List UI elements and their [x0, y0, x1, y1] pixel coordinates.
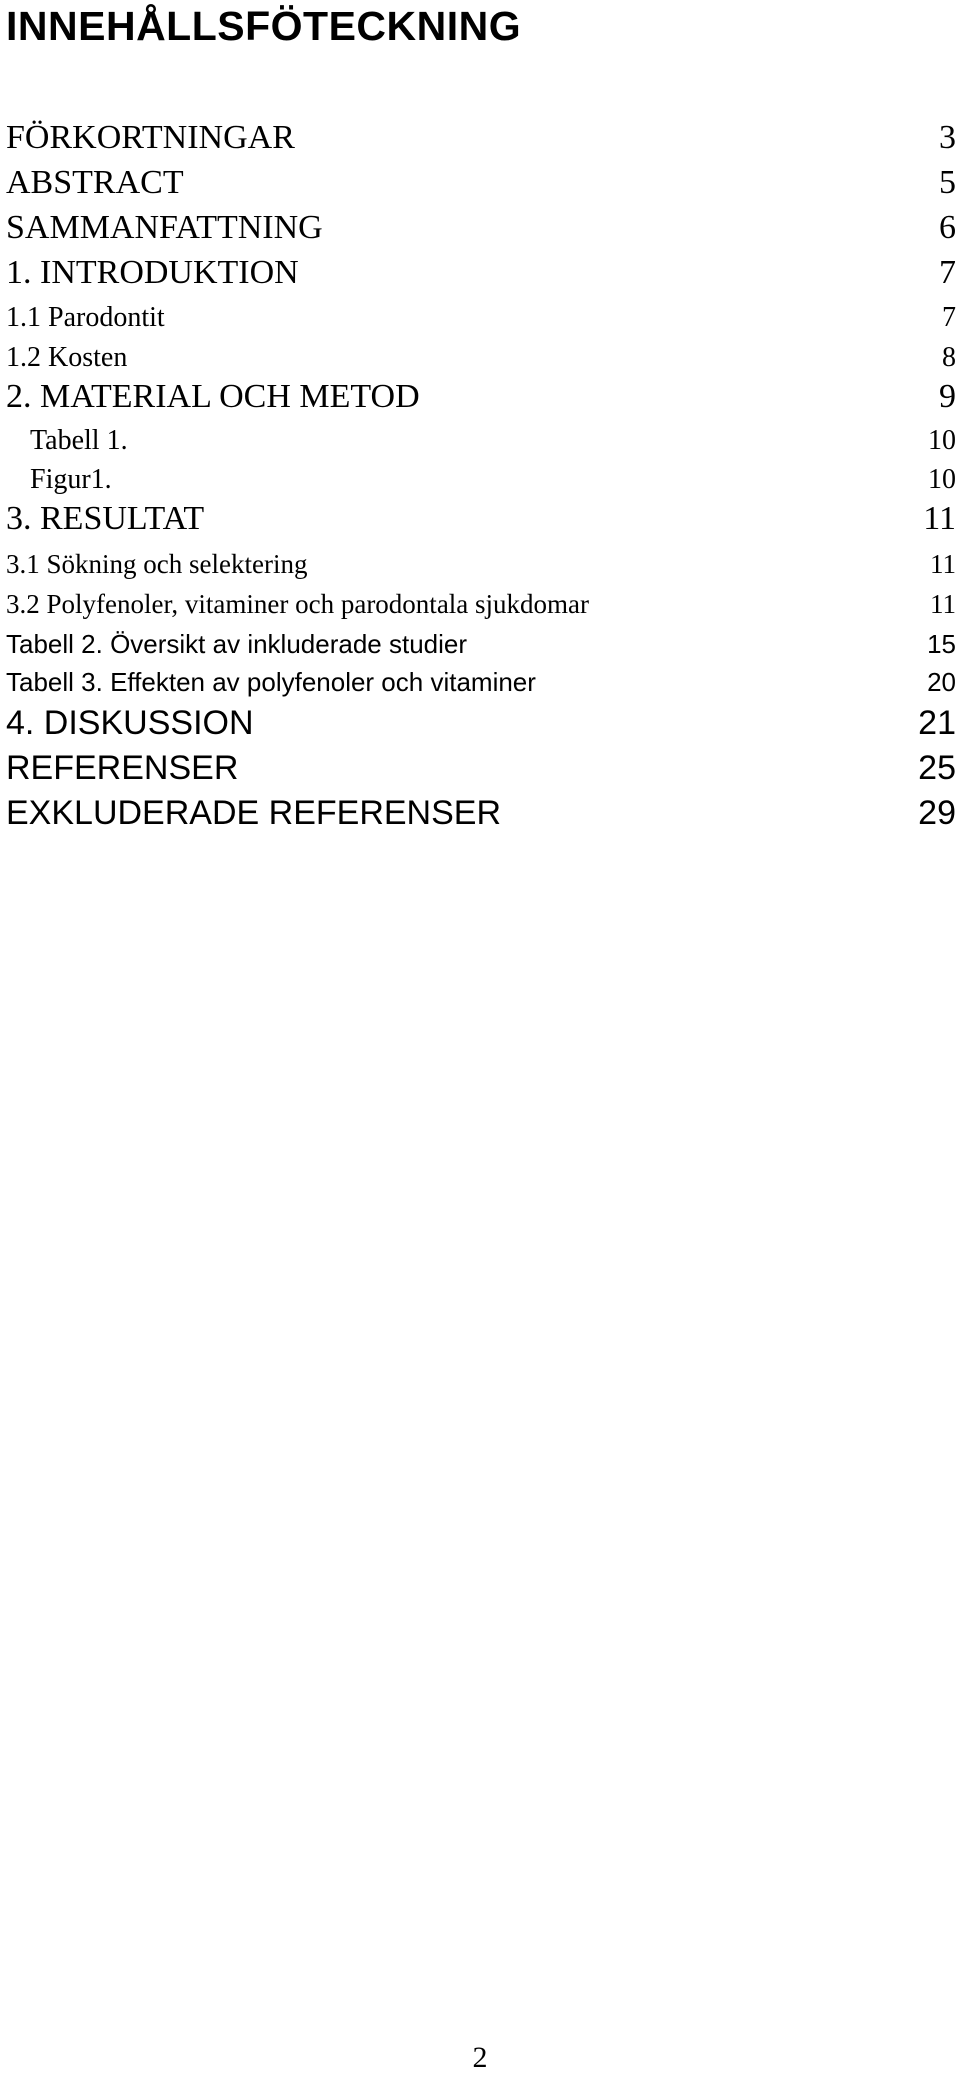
toc-entry-label: SAMMANFATTNING — [6, 209, 323, 246]
toc-entry-label: 2. MATERIAL OCH METOD — [6, 378, 420, 415]
toc-entry-page: 9 — [939, 378, 956, 415]
toc-entry-label: 3.2 Polyfenoler, vitaminer och parodontala sjukdomar — [6, 589, 590, 619]
toc-entry-label: 1. INTRODUKTION — [6, 254, 299, 291]
toc-entry-page: 10 — [928, 464, 956, 495]
toc-entry-page: 21 — [918, 704, 956, 742]
toc-entry-polyfenoler-vitaminer[interactable] — [6, 588, 956, 620]
toc-entry-page: 7 — [939, 254, 956, 291]
toc-entry-page: 20 — [927, 667, 956, 697]
toc-entry-figur-1[interactable] — [6, 463, 956, 497]
toc-entry-sammanfattning[interactable] — [6, 208, 956, 248]
toc-entry-parodontit[interactable] — [6, 301, 956, 335]
toc-entry-page: 11 — [923, 500, 956, 537]
toc-entry-label: Tabell 3. Effekten av polyfenoler och vitaminer — [6, 667, 536, 697]
toc-entry-page: 10 — [928, 425, 956, 456]
toc-entry-resultat[interactable] — [6, 499, 956, 539]
toc-entry-page: 15 — [927, 629, 956, 659]
toc-entry-label: 3.1 Sökning och selektering — [6, 549, 308, 579]
toc-entry-material-och-metod[interactable] — [6, 377, 956, 417]
toc-entry-label: FÖRKORTNINGAR — [6, 119, 295, 156]
toc-entry-diskussion[interactable] — [6, 703, 956, 743]
toc-entry-tabell-1[interactable] — [6, 424, 956, 458]
toc-entry-kosten[interactable] — [6, 341, 956, 375]
toc-entry-page: 5 — [939, 164, 956, 201]
toc-entry-page: 25 — [918, 749, 956, 787]
toc-entry-abstract[interactable] — [6, 163, 956, 203]
toc-entry-forkortningar[interactable] — [6, 118, 956, 158]
toc-entry-page: 7 — [942, 302, 956, 333]
page-title: INNEHÅLLSFÖTECKNING — [6, 3, 522, 49]
toc-entry-label: 1.2 Kosten — [6, 342, 128, 373]
toc-entry-introduktion[interactable] — [6, 253, 956, 293]
toc-entry-label: 1.1 Parodontit — [6, 302, 165, 333]
toc-entry-label: EXKLUDERADE REFERENSER — [6, 794, 502, 832]
toc-entry-label: 4. DISKUSSION — [6, 704, 254, 742]
toc-entry-tabell-3[interactable] — [6, 666, 956, 698]
toc-entry-page: 29 — [918, 794, 956, 832]
toc-entry-referenser[interactable] — [6, 748, 956, 788]
toc-entry-label: ABSTRACT — [6, 164, 184, 201]
page-number: 2 — [472, 2041, 488, 2074]
toc-entry-label: Tabell 2. Översikt av inkluderade studier — [6, 629, 468, 659]
toc-entry-label: 3. RESULTAT — [6, 500, 205, 537]
toc-entry-page: 3 — [939, 119, 956, 156]
toc-entry-page: 11 — [930, 549, 956, 579]
toc-entry-tabell-2[interactable] — [6, 628, 956, 660]
toc-entry-page: 11 — [930, 589, 956, 619]
toc-entry-label: Tabell 1. — [30, 425, 128, 456]
toc-entry-label: Figur1. — [30, 464, 112, 495]
toc-entry-label: REFERENSER — [6, 749, 239, 787]
toc-entry-exkluderade-referenser[interactable] — [6, 793, 956, 833]
toc-entry-sokning-och-selektering[interactable] — [6, 548, 956, 580]
toc-entry-page: 8 — [942, 342, 956, 373]
toc-entry-page: 6 — [939, 209, 956, 246]
